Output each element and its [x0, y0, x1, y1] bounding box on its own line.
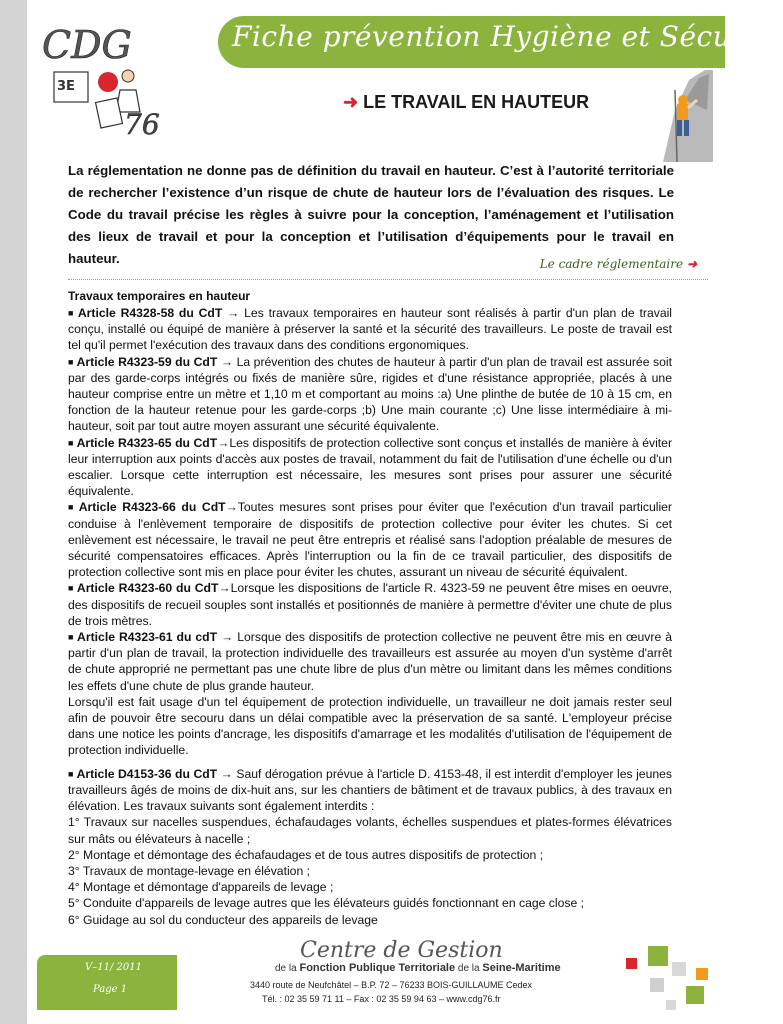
document-header-title: Fiche prévention Hygiène et Sécurité — [232, 20, 783, 53]
decor-square — [626, 958, 637, 969]
list-item: 4° Montage et démontage d'appareils de levage ; — [68, 880, 334, 895]
article-text: Les dispositifs de protection collective sont conçus et installés de manière à éviter leur interruption aux points d'accès aux postes de travail, notamment du fait de l'utilisation d'une échelle ou d'un escalier. Lorsque cette interruption est nécessaire, les mesures sont prises pour assurer une sécurité équivalente. — [68, 435, 673, 499]
list-item: 2° Montage et démontage des échafaudages et de tous autres dispositifs de protection ; — [68, 847, 544, 862]
bullet-icon: ■ — [68, 437, 74, 448]
bullet-icon: ■ — [68, 308, 75, 318]
svg-text:3E: 3E — [57, 79, 75, 94]
organisation-line — [275, 962, 561, 974]
article-text: Sauf dérogation prévue à l'article D. 4153-48, il est interdit d'employer les jeunes travailleurs âgés de moins de dix-huit ans, sur les chantiers de bâtiment et de travaux publics, à des travaux en élévation. Les travaux suivants sont également interdits : — [68, 766, 673, 814]
list-item: 6° Guidage au sol du conducteur des appareils de levage — [68, 912, 378, 927]
article-ref: Article R4323-60 du CdT — [76, 581, 219, 596]
article-ref: Article R4323-65 du CdT — [76, 435, 218, 450]
logo-text-bottom: 76 — [124, 108, 160, 141]
list-item: 5° Conduite d'appareils de levage autres que les élévateurs guidés fonctionnant en cage close ; — [68, 896, 585, 911]
bullet-icon: ■ — [68, 632, 75, 643]
list-item: 1° Travaux sur nacelles suspendues, échafaudages volants, échelles suspendues et plates-formes élévatrices sur mâts ou élévateurs à nacelle ; — [68, 815, 672, 846]
arrow-icon: → — [217, 435, 230, 450]
arrow-icon: → — [217, 354, 237, 369]
bullet-icon: ■ — [68, 583, 74, 594]
section-arrow-icon: ➜ — [686, 257, 697, 271]
section-label — [540, 257, 697, 271]
decor-square — [686, 986, 704, 1004]
article-paragraph — [68, 766, 672, 815]
subsection-heading: Travaux temporaires en hauteur — [68, 289, 251, 303]
arrow-icon: → — [218, 581, 231, 596]
article-paragraph — [68, 435, 672, 500]
bullet-icon: ■ — [68, 502, 76, 513]
section-label-text: Le cadre réglementaire — [539, 257, 684, 271]
bullet-icon: ■ — [68, 356, 74, 367]
intro-paragraph: La réglementation ne donne pas de définition du travail en hauteur. C’est à l’autorité territoriale de rechercher l’existence d’un risque de chute de hauteur lors de l’évaluation des risques. Le Code du travail précise les règles à suivre pour la conception, l’aménagement et l’utilisation des lieux de travail et pour la conception et l’utilisation d’équipements pour le travail en hauteur. — [68, 163, 674, 266]
arrow-icon: → — [222, 306, 245, 320]
article-ref: Article R4323-59 du CdT — [76, 354, 218, 369]
article-ref: Article R4323-66 du CdT — [78, 500, 226, 515]
footer-contact: Tél. : 02 35 59 71 11 – Fax : 02 35 59 94 63 – www.cdg76.fr — [262, 994, 501, 1004]
decor-square — [696, 968, 708, 980]
climbing-worker-illustration — [655, 70, 713, 162]
decor-square — [650, 978, 664, 992]
body-text — [68, 305, 672, 928]
article-paragraph — [68, 580, 672, 629]
article-text: Toutes mesures sont prises pour éviter que l'exécution d'un travail particulier conduise à l'enlèvement temporaire de dispositifs de protection collective pour éviter les chutes. Si cet enlèvement est nécessaire, le travail ne peut être entrepris et réalisé sans l'adoption préalable de mesures de sécurité compensatoires efficaces. Après l'interruption ou la fin de ce travail particulier, des dispositifs de protection collective sont mis en place pour éviter les chutes, assurant un niveau de sécurité équivalent. — [68, 500, 672, 580]
left-margin-bar — [0, 0, 27, 1024]
arrow-icon: → — [217, 630, 238, 645]
article-paragraph — [68, 499, 672, 580]
bullet-icon: ■ — [68, 768, 74, 779]
article-ref: Article R4323-61 du cdT — [77, 630, 218, 645]
red-arrow-icon: ➜ — [343, 92, 359, 112]
section-divider — [68, 279, 708, 280]
article-paragraph — [68, 354, 672, 435]
cg-de-la-2: de la — [457, 963, 480, 974]
logo-text-top: CDG — [42, 23, 132, 67]
paragraph-after: Lorsqu'il est fait usage d'un tel équipement de protection individuelle, un travailleur ne doit jamais rester seul afin de pouvoir être secouru dans un délai compatible avec la préservation de sa santé. L'employeur précise dans une notice les points d'ancrage, les dispositifs d'amarrage et les modalités d'utilisation de l'équipement de protection individuelle. — [68, 694, 672, 758]
decor-square — [648, 946, 668, 966]
decor-square — [672, 962, 686, 976]
article-ref: Article D4153-36 du CdT — [76, 766, 218, 781]
article-text: Lorsque les dispositions de l'article R. 4323-59 ne peuvent être mises en oeuvre, des dispositifs de recueil souples sont installés et positionnés de manière à permettre d'éviter une chute de plus de trois mètres. — [68, 581, 672, 628]
cg-de-la: de la — [275, 963, 297, 974]
article-paragraph — [68, 629, 672, 694]
cdg76-logo — [40, 20, 165, 141]
article-text: La prévention des chutes de hauteur à partir d'un plan de travail est assurée soit par des garde-corps intégrés ou fixés de manière sûre, rigides et d'une résistance appropriée, placés à une hauteur comprise entre un mètre et 1,10 m et comportant au moins :a) Une plinthe de butée de 10 à 15 cm, en fonction de la hauteur retenue pour les garde-corps ;b) Une main courante ;c) Une lisse intermédiaire à mi-hauteur, soit par tout autre moyen assurant une sécurité équivalente. — [68, 354, 672, 434]
document-subtitle — [343, 92, 589, 113]
arrow-icon: → — [225, 500, 238, 515]
article-text: Les travaux temporaires en hauteur sont réalisés à partir d'un plan de travail conçu, installé ou équipé de manière à préserver la santé et la sécurité des travailleurs. Le poste de travail est tel qu'il permet l'exécution des travaux dans des conditions ergonomiques. — [68, 306, 673, 353]
article-ref: Article R4328-58 du CdT — [77, 306, 223, 320]
centre-de-gestion-title: Centre de Gestion — [300, 938, 503, 963]
version-label: V–11/ 2011 — [85, 962, 142, 973]
cg-fpt: Fonction Publique Territoriale — [299, 962, 456, 974]
cg-region: Seine-Maritime — [482, 962, 561, 974]
article-text: Lorsque des dispositifs de protection collective ne peuvent être mis en œuvre à partir d'un plan de travail, la protection individuelle des travailleurs est assurée au moyen d'un système d'arrêt de chute approprié ne permettant pas une chute libre de plus d'un mètre ou limitant dans les mêmes conditions les effets d'une chute de plus grande hauteur. — [68, 630, 672, 693]
footer-address: 3440 route de Neufchâtel – B.P. 72 – 76233 BOIS-GUILLAUME Cedex — [250, 980, 533, 990]
list-item: 3° Travaux de montage-levage en élévation ; — [68, 863, 311, 878]
arrow-icon: → — [217, 766, 237, 781]
page-number: Page 1 — [93, 984, 128, 995]
article-paragraph — [68, 305, 672, 354]
subtitle-text: LE TRAVAIL EN HAUTEUR — [363, 92, 590, 112]
decor-square — [666, 1000, 676, 1010]
